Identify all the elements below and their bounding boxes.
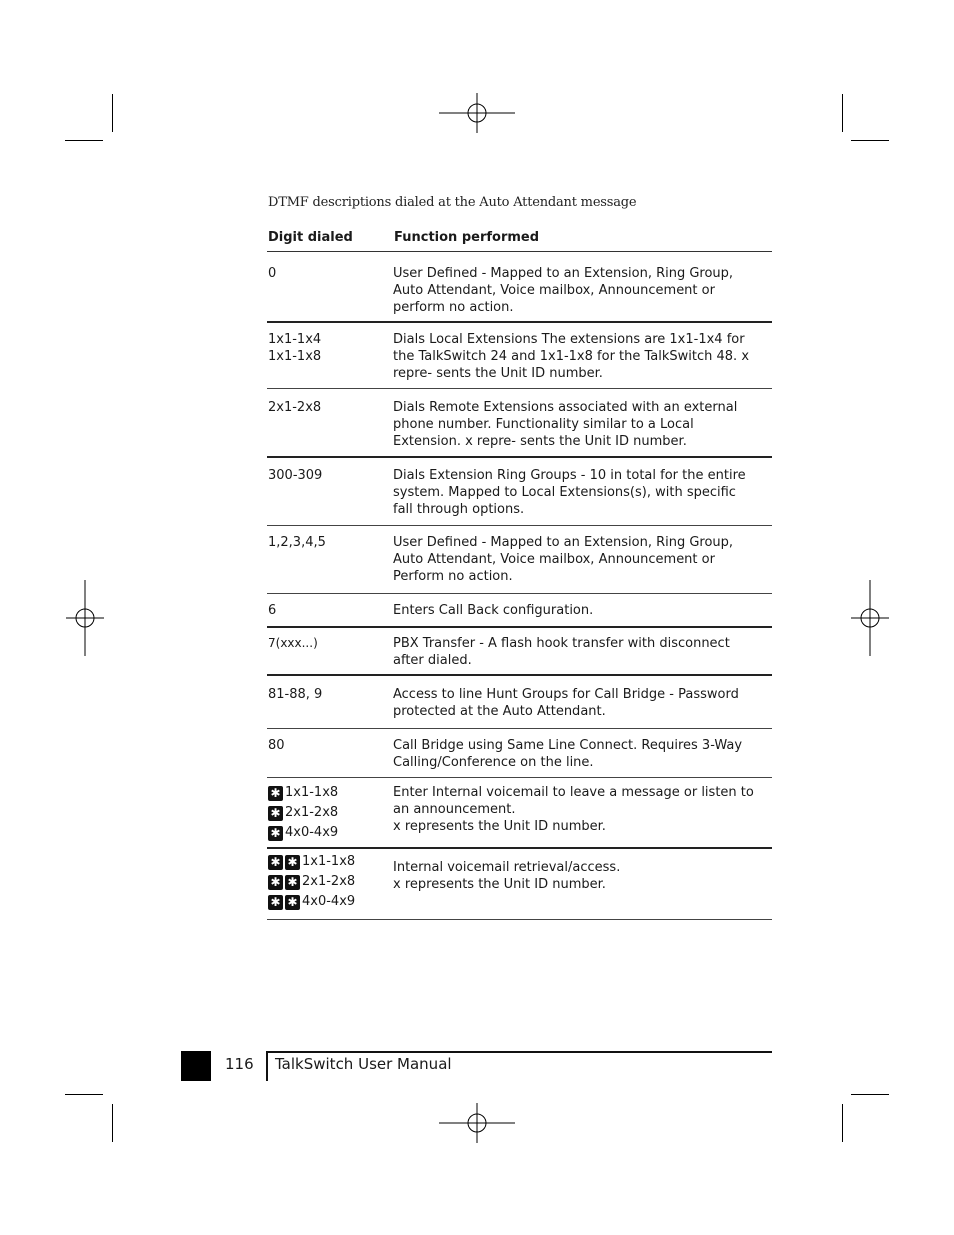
digit-value: 6 [268,603,277,618]
crop-mark [112,1104,113,1142]
star-key-icon: ✱ [268,826,283,841]
star-key-icon: ✱ [268,786,283,801]
digit-entry [268,852,393,872]
digit-value: 1x1-1x8 [302,854,356,869]
digit-entry [268,892,393,912]
star-key-icon: ✱ [268,855,283,870]
table-row [267,628,772,676]
digit-entry [268,783,393,803]
digit-value: 7(xxx...) [268,636,318,650]
footer-rule [266,1051,772,1053]
digit-value: 0 [268,266,277,281]
function-description: Internal voicemail retrieval/access. [393,860,621,875]
digit-value: 4x0-4x9 [285,825,339,840]
crop-mark [851,140,889,141]
table-row [267,778,772,849]
function-description: User Defined - Mapped to an Extension, Ring Group, Auto Attendant, Voice mailbox, Announcement or Perform no action. [393,535,734,584]
crop-mark [842,1104,843,1142]
digit-value: 2x1-2x8 [285,805,339,820]
table-row [267,676,772,729]
digit-value: 80 [268,738,285,753]
function-description: User Defined - Mapped to an Extension, Ring Group, Auto Attendant, Voice mailbox, Announcement or perform no action. [393,266,734,315]
page-tab-block [181,1051,211,1081]
function-description: Dials Extension Ring Groups - 10 in total for the entire system. Mapped to Local Extensions(s), with specific fall through options. [393,468,746,517]
crop-mark [112,94,113,132]
crop-mark [851,1094,889,1095]
digit-value: 2x1-2x8 [302,874,356,889]
star-key-icon: ✱ [268,806,283,821]
crop-mark [65,1094,103,1095]
crop-mark [65,140,103,141]
star-key-icon: ✱ [268,895,283,910]
star-key-icon: ✱ [268,875,283,890]
function-description: Enters Call Back configuration. [393,603,594,618]
star-key-icon: ✱ [285,855,300,870]
table-row [267,526,772,594]
table-row [267,323,772,389]
page-number: 116 [225,1055,254,1073]
function-description: Dials Local Extensions The extensions are 1x1-1x4 for the TalkSwitch 24 and 1x1-1x8 for the TalkSwitch 48. x repre- sents the Unit ID number. [393,332,750,381]
star-key-icon: ✱ [285,895,300,910]
footer-divider [266,1051,268,1081]
registration-mark-icon [851,580,889,656]
table-row [267,729,772,778]
table-row [267,594,772,628]
header-digit-dialed: Digit dialed [268,230,353,245]
function-description: Enter Internal voicemail to leave a message or listen to an announcement. [393,785,754,817]
digit-value: 1x1-1x8 [268,349,322,364]
function-description: Dials Remote Extensions associated with an external phone number. Functionality similar to a Local Extension. x repre- sents the Unit ID number. [393,400,738,449]
digit-value: 1,2,3,4,5 [268,535,326,550]
digit-value: 300-309 [268,468,323,483]
table-row [267,389,772,458]
table-row [267,849,772,920]
table-header [267,226,772,252]
function-note: x represents the Unit ID number. [393,877,606,892]
table-row [267,458,772,526]
star-key-icon: ✱ [285,875,300,890]
registration-mark-icon [439,93,515,133]
digit-value: 1x1-1x4 [268,332,322,347]
digit-value: 81-88, 9 [268,687,323,702]
table-caption: DTMF descriptions dialed at the Auto Attendant message [268,195,637,210]
function-description: Call Bridge using Same Line Connect. Requires 3-Way Calling/Conference on the line. [393,738,743,770]
digit-value: 4x0-4x9 [302,894,356,909]
function-description: Access to line Hunt Groups for Call Bridge - Password protected at the Auto Attendant. [393,687,739,719]
header-function-performed: Function performed [394,230,540,245]
digit-entry [268,803,393,823]
table-row [267,252,772,323]
registration-mark-icon [439,1103,515,1143]
manual-title: TalkSwitch User Manual [275,1055,452,1073]
function-note: x represents the Unit ID number. [393,819,606,834]
digit-value: 1x1-1x8 [285,785,339,800]
digit-entry [268,823,393,843]
crop-mark [842,94,843,132]
dtmf-table [267,226,772,920]
digit-value: 2x1-2x8 [268,400,322,415]
function-description: PBX Transfer - A flash hook transfer with disconnect after dialed. [393,636,730,668]
registration-mark-icon [66,580,104,656]
digit-entry [268,872,393,892]
